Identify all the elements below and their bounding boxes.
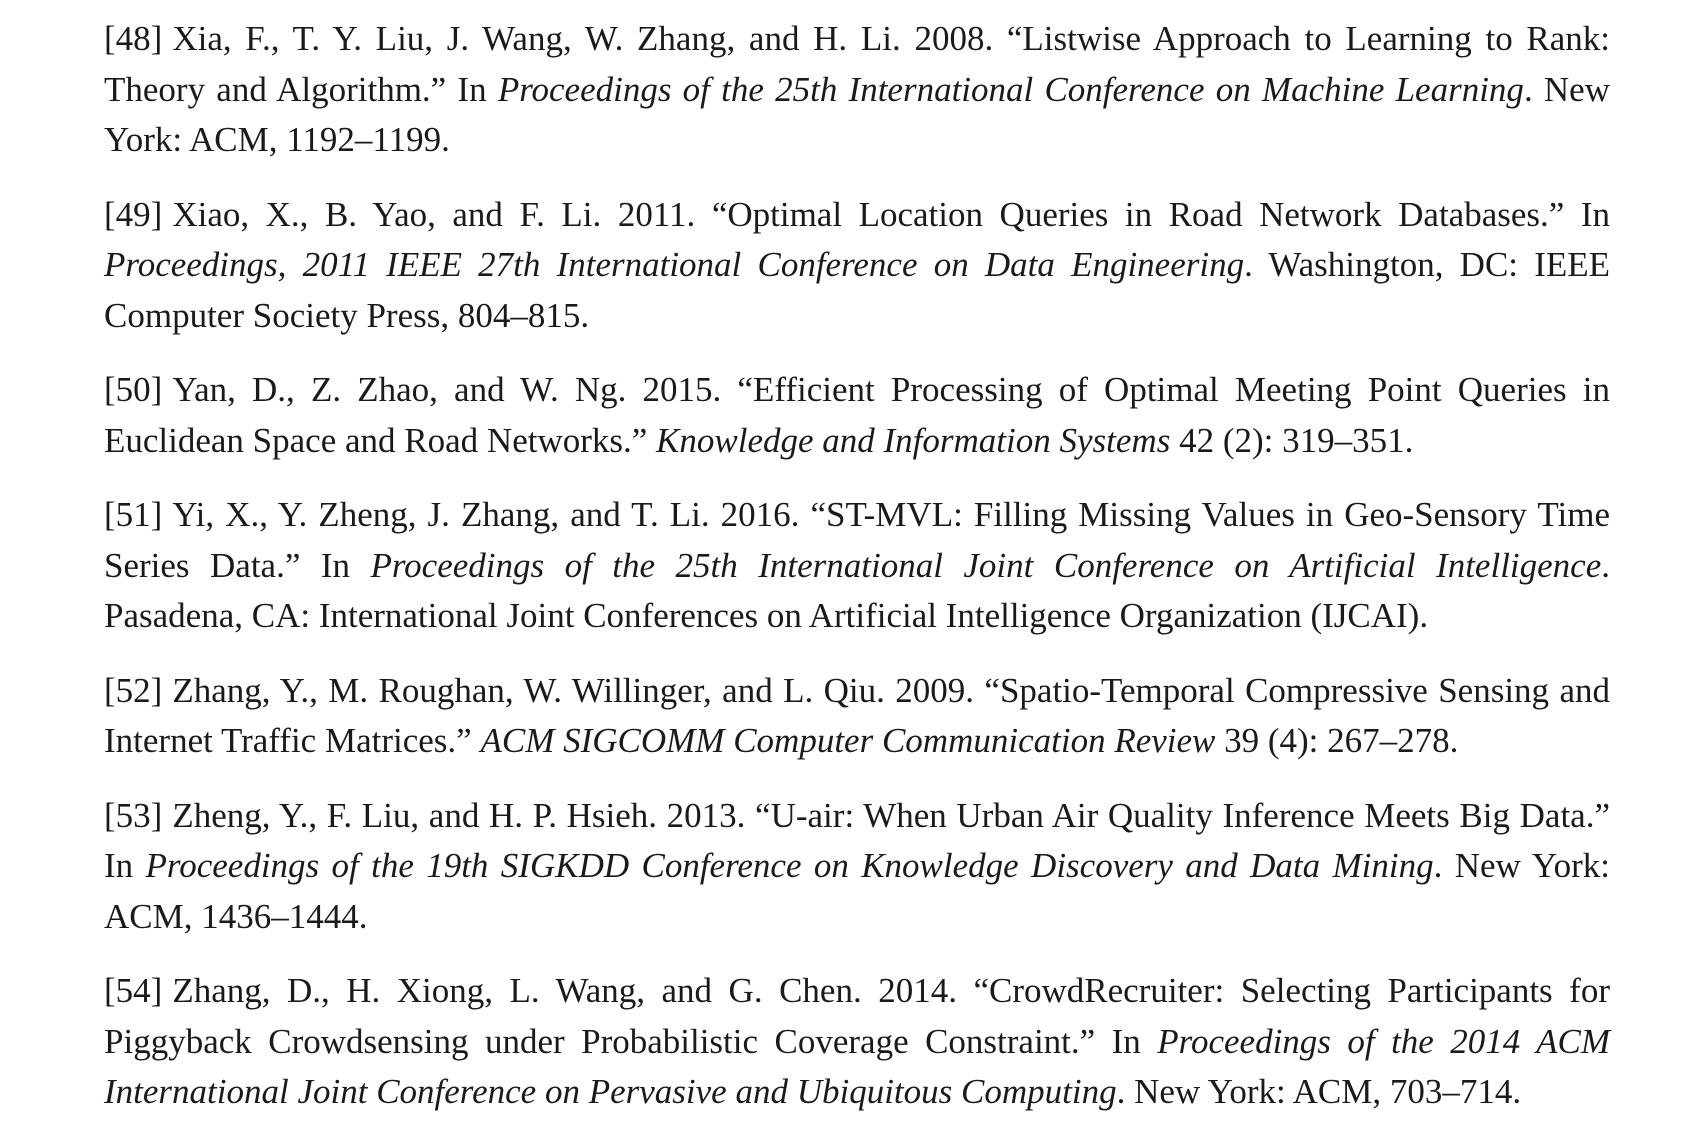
reference-venue: Proceedings of the 19th SIGKDD Conference on Knowledge Discovery and Data Mining: [145, 846, 1434, 885]
reference-authors-title: Zhang, D., H. Xiong, L. Wang, and G. Chen. 2014. “CrowdRecruiter: Selecting Participants for Piggyback Crowdsensing under Probabilistic Coverage Constraint.” In: [104, 971, 1610, 1061]
reference-number: [54]: [104, 971, 163, 1010]
reference-authors-title: Xia, F., T. Y. Liu, J. Wang, W. Zhang, and H. Li. 2008. “Listwise Approach to Learning to Rank: Theory and Algorithm.” In: [104, 19, 1610, 109]
reference-number: [49]: [104, 194, 163, 234]
reference-venue: Proceedings of the 25th International Joint Conference on Artificial Intelligence: [370, 545, 1602, 585]
reference-publisher-pages: 39 (4): 267–278.: [1215, 721, 1459, 760]
reference-venue: ACM SIGCOMM Computer Communication Review: [480, 721, 1216, 760]
reference-49: [104, 190, 1610, 342]
reference-publisher-pages: . New York: ACM, 1436–1444.: [104, 846, 1610, 936]
reference-venue: Proceedings of the 2014 ACM International Joint Conference on Pervasive and Ubiquitous Computing: [104, 1021, 1610, 1111]
reference-publisher-pages: . Pasadena, CA: International Joint Conferences on Artificial Intelligence Organization (IJCAI).: [104, 545, 1610, 635]
reference-51: [104, 490, 1610, 642]
reference-authors-title: Xiao, X., B. Yao, and F. Li. 2011. “Optimal Location Queries in Road Network Databases.” In: [172, 194, 1610, 234]
reference-52: [104, 666, 1610, 767]
reference-number: [48]: [104, 19, 163, 58]
reference-publisher-pages: . Washington, DC: IEEE Computer Society Press, 804–815.: [104, 245, 1611, 335]
reference-number: [52]: [104, 670, 163, 710]
reference-publisher-pages: . New York: ACM, 703–714.: [1116, 1072, 1522, 1111]
reference-authors-title: Yan, D., Z. Zhao, and W. Ng. 2015. “Efficient Processing of Optimal Meeting Point Queries in Euclidean Space and Road Networks.”: [104, 370, 1610, 460]
reference-54: [104, 966, 1610, 1118]
reference-53: [104, 791, 1610, 943]
reference-authors-title: Yi, X., Y. Zheng, J. Zhang, and T. Li. 2016. “ST-MVL: Filling Missing Values in Geo-Sensory Time Series Data.” In: [104, 495, 1610, 585]
reference-venue: Knowledge and Information Systems: [656, 420, 1171, 460]
reference-venue: Proceedings, 2011 IEEE 27th International Conference on Data Engineering: [104, 245, 1245, 284]
reference-number: [50]: [104, 370, 163, 409]
reference-authors-title: Zheng, Y., F. Liu, and H. P. Hsieh. 2013. “U-air: When Urban Air Quality Inference Meets Big Data.” In: [104, 795, 1610, 885]
reference-authors-title: Zhang, Y., M. Roughan, W. Willinger, and L. Qiu. 2009. “Spatio-Temporal Compressive Sensing and Internet Traffic Matrices.”: [104, 670, 1610, 760]
reference-list: [104, 14, 1610, 1142]
reference-publisher-pages: 42 (2): 319–351.: [1170, 420, 1414, 460]
reference-publisher-pages: . New York: ACM, 1192–1199.: [104, 69, 1610, 159]
reference-number: [53]: [104, 795, 163, 835]
reference-48: [104, 14, 1610, 166]
reference-venue: Proceedings of the 25th International Conference on Machine Learning: [497, 69, 1524, 109]
reference-50: [104, 365, 1610, 466]
reference-number: [51]: [104, 495, 163, 534]
